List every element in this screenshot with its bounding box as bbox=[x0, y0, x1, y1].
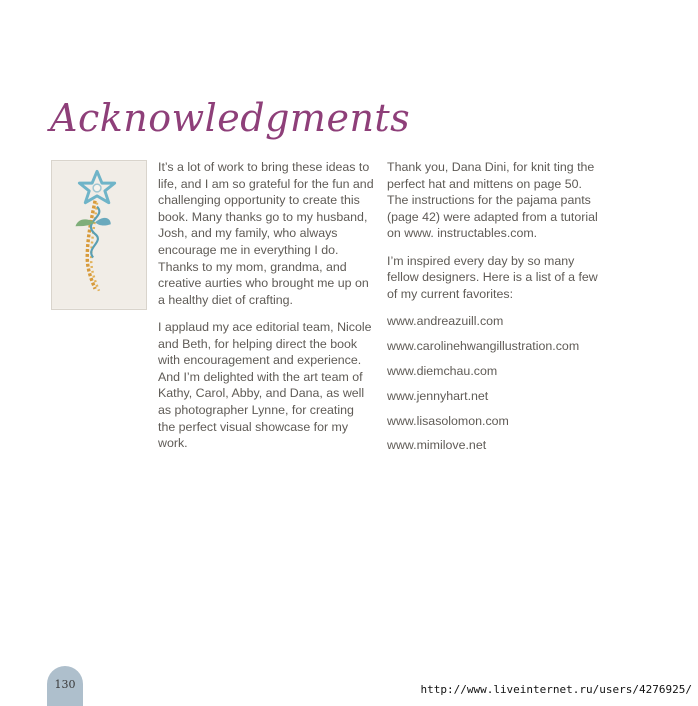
favorite-links-list bbox=[387, 313, 599, 454]
link-lisasolomon[interactable]: www.lisasolomon.com bbox=[387, 413, 509, 428]
paragraph: It’s a lot of work to bring these ideas to life, and I am so grateful for the fun and challenging opportunity to create this book. Many thanks go to my husband, Josh, and my family, who always encourage me in everything I do. Thanks to my mom, grandma, and creative aurties who brought me up on a healthy diet of crafting. bbox=[158, 160, 374, 307]
star-wand-icon bbox=[52, 161, 146, 309]
paragraph: I applaud my ace editorial team, Nicole and Beth, for helping direct the book with encouragement and experience. And I’m delighted with the art team of Kathy, Carol, Abby, and Dana, as well as photographer Lynne, for creating the perfect visual showcase for my work. bbox=[158, 319, 372, 451]
link-mimilove[interactable]: www.mimilove.net bbox=[387, 438, 487, 453]
page-number: 130 bbox=[54, 678, 76, 691]
page-number-tab bbox=[47, 666, 83, 706]
left-text-column bbox=[158, 159, 374, 462]
link-andreazuill[interactable]: www.andreazuill.com bbox=[387, 313, 504, 328]
link-carolinehwangillustration[interactable]: www.carolinehwangillustration.com bbox=[387, 338, 580, 353]
link-diemchau[interactable]: www.diemchau.com bbox=[387, 363, 498, 378]
link-jennyhart[interactable]: www.jennyhart.net bbox=[387, 388, 489, 403]
paragraph: Thank you, Dana Dini, for knit ting the perfect hat and mittens on page 50. The instructions for the pajama pants (page 42) were adapted from a tutorial on www. instructables.com. bbox=[387, 160, 598, 241]
page-title: Acknowledgments bbox=[50, 96, 411, 140]
right-text-column bbox=[387, 159, 599, 462]
embroidered-wand-photo bbox=[51, 160, 147, 310]
paragraph: I’m inspired every day by so many fellow designers. Here is a list of a few of my current favorites: bbox=[387, 253, 598, 301]
source-watermark: http://www.liveinternet.ru/users/4276925/ bbox=[420, 683, 692, 696]
